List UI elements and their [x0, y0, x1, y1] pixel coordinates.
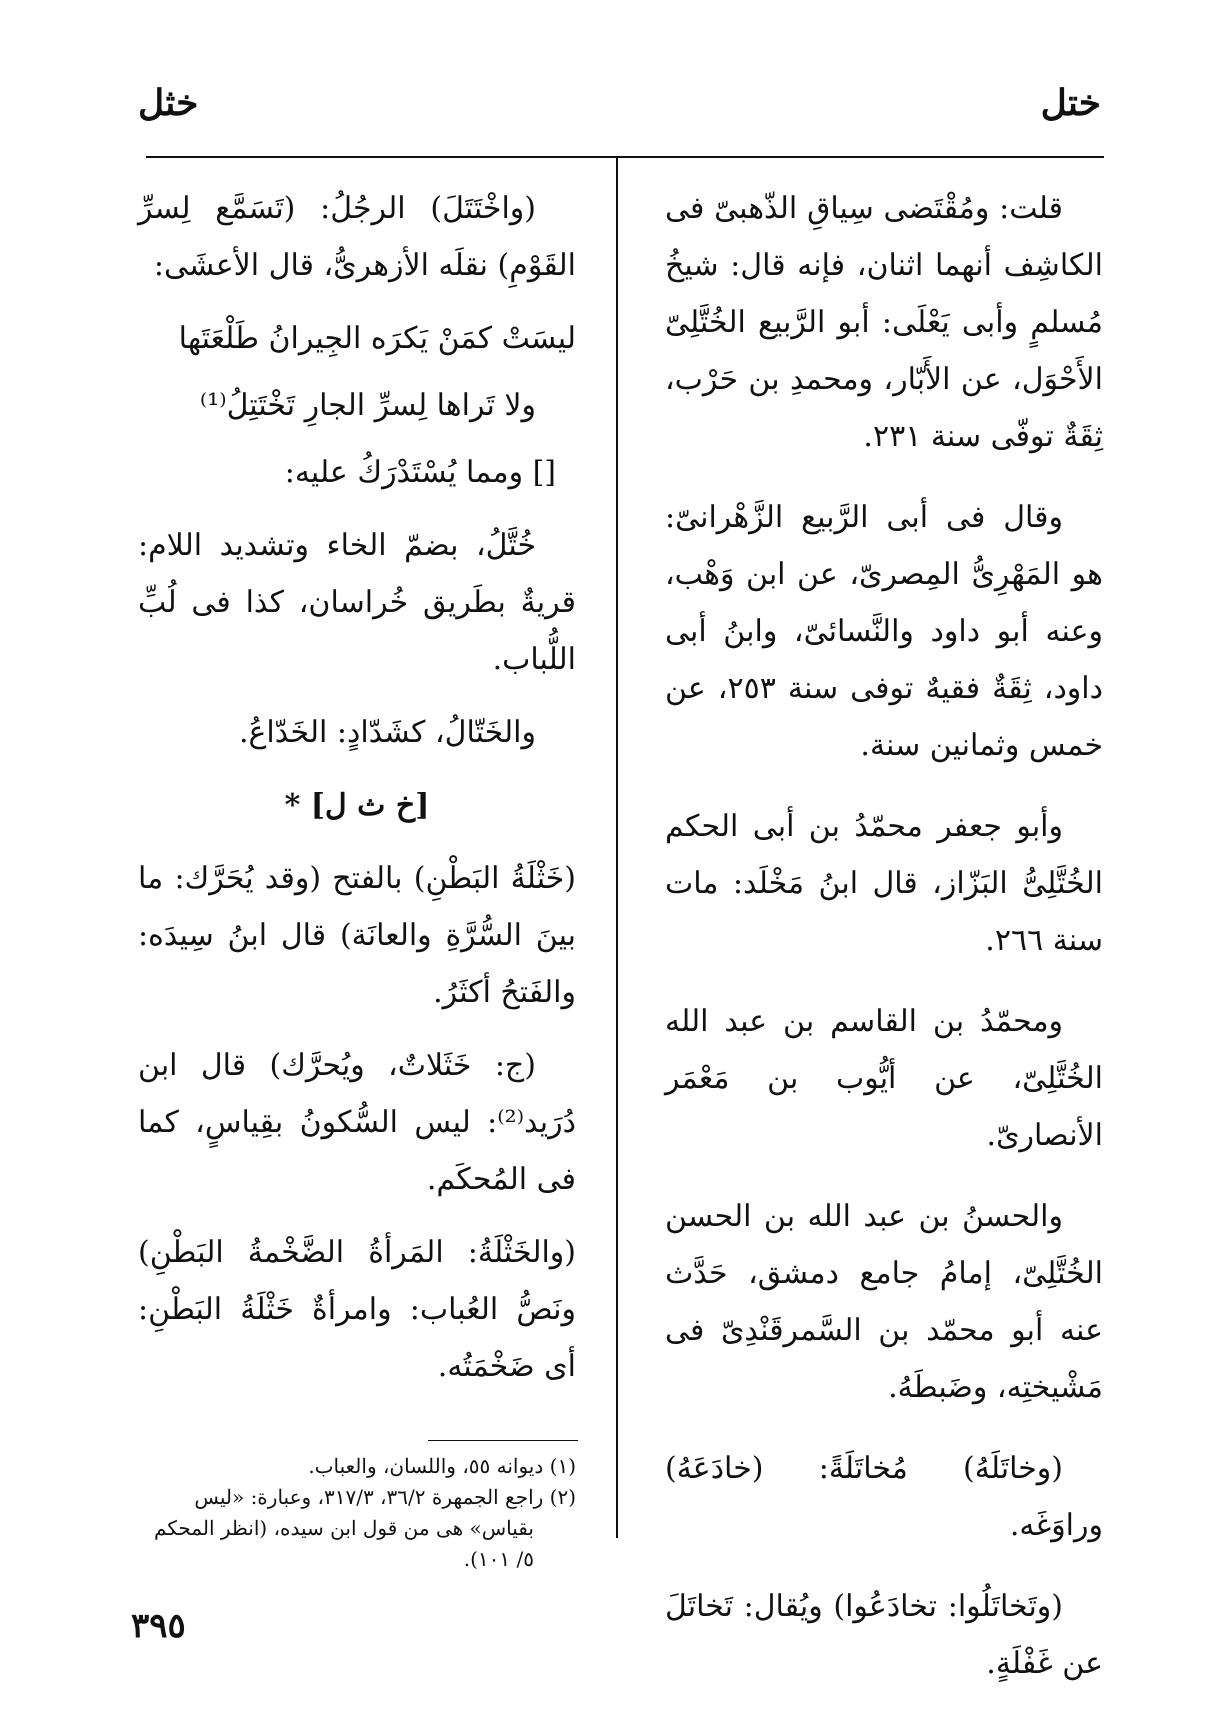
entry-paragraph: وأبو جعفر محمّدُ بن أبى الحكم الخُتَّلِىُّ البَزّاز، قال ابنُ مَخْلَد: مات سنة ٢٦٦.	[665, 809, 1103, 958]
header-rule	[146, 156, 1104, 158]
entry-paragraph: (وتَخاتَلُوا: تخادَعُوا) ويُقال: تَخاتَلَ عن غَفْلَةٍ.	[665, 1589, 1103, 1681]
right-column	[665, 180, 1103, 1716]
entry-paragraph: (والخَثْلَةُ: المَرأةُ الضَّخْمةُ البَطْنِ) ونَصُّ العُباب: وامرأةٌ خَثْلَةُ البَطْنِ: أى ضَخْمَتُه.	[138, 1235, 576, 1384]
entry-paragraph: خُتَّلُ، بضمّ الخاء وتشديد اللام: قريةٌ بطَريق خُراسان، كذا فى لُبِّ اللُّباب.	[138, 528, 576, 677]
entry-paragraph: ومحمّدُ بن القاسم بن عبد الله الخُتَّلِىّ، عن أيُّوب بن مَعْمَر الأنصارىّ.	[665, 1004, 1103, 1153]
entry-paragraph: (خَثْلَةُ البَطْنِ) بالفتح (وقد يُحَرَّك: ما بينَ السُّرَّةِ والعانَة) قال ابنُ سِيدَه: والفَتحُ أكثَرُ.	[138, 861, 576, 1010]
footnote-rule	[428, 1440, 578, 1441]
root-heading: [خ ث ل] *	[284, 788, 430, 823]
left-column	[138, 180, 576, 1411]
page-number: ٣٩٥	[131, 1606, 186, 1646]
entry-paragraph: (واخْتَتَلَ) الرجُلُ: (تَسَمَّع لِسرِّ القَوْمِ) نقلَه الأزهرىُّ، قال الأعشَى:	[138, 191, 576, 283]
poetry-verse-line: ولا تَراها لِسرِّ الجارِ تَخْتَتِلُ⁽¹⁾	[199, 388, 536, 423]
poetry-verse-line: ليسَتْ كمَنْ يَكرَه الجِيرانُ طَلْعَتَها	[178, 321, 576, 356]
footnote: (١) ديوانه ٥٥، واللسان، والعباب.	[308, 1454, 576, 1478]
entry-paragraph: (ج: خَثَلاتٌ، ويُحرَّك) قال ابن دُرَيد⁽²⁾: ليس السُّكونُ بقِياسٍ، كما فى المُحكَم.	[138, 1048, 576, 1197]
addendum-marker: [] ومما يُسْتَدْرَكُ عليه:	[284, 455, 556, 490]
footnotes	[138, 1451, 576, 1575]
entry-paragraph: قلت: ومُقْتَضى سِياقِ الذّهبىّ فى الكاشِف أنهما اثنان، فإنه قال: شيخُ مُسلمٍ وأبى يَعْلَى: أبو الرَّبيع الخُتَّلِىّ الأَحْوَل، عن الأَبّار، ومحمدِ بن حَرْب، ثِقَةٌ توفّى سنة ٢٣١.	[665, 191, 1103, 454]
entry-paragraph: وقال فى أبى الرَّبيع الزَّهْرانىّ: هو المَهْرِىُّ المِصرىّ، عن ابن وَهْب، وعنه أبو داود والنَّسائىّ، وابنُ أبى داود، ثِقَةٌ فقيهٌ توفى سنة ٢٥٣، عن خمس وثمانين سنة.	[665, 500, 1103, 763]
column-divider	[616, 158, 618, 1538]
entry-paragraph: والحسنُ بن عبد الله بن الحسن الخُتَّلِىّ، إمامُ جامع دمشق، حَدَّث عنه أبو محمّد بن السَّمرقَنْدِىّ فى مَشْيختِه، وضَبطَهُ.	[665, 1199, 1103, 1405]
entry-paragraph: والخَتّالُ، كشَدّادٍ: الخَدّاعُ.	[238, 715, 536, 750]
entry-paragraph: (وخاتَلَهُ) مُخاتَلَةً: (خادَعَهُ) وراوَغَه.	[665, 1451, 1103, 1543]
running-header-right: ختل	[1040, 82, 1101, 124]
footnote: (٢) راجع الجمهرة ٣٦/٢، ٣١٧/٣، وعبارة: «ليس بقياس» هى من قول ابن سيده، (انظر المحكم ٥/ ١٠١).	[154, 1485, 576, 1571]
running-header-left: خثل	[138, 82, 199, 124]
